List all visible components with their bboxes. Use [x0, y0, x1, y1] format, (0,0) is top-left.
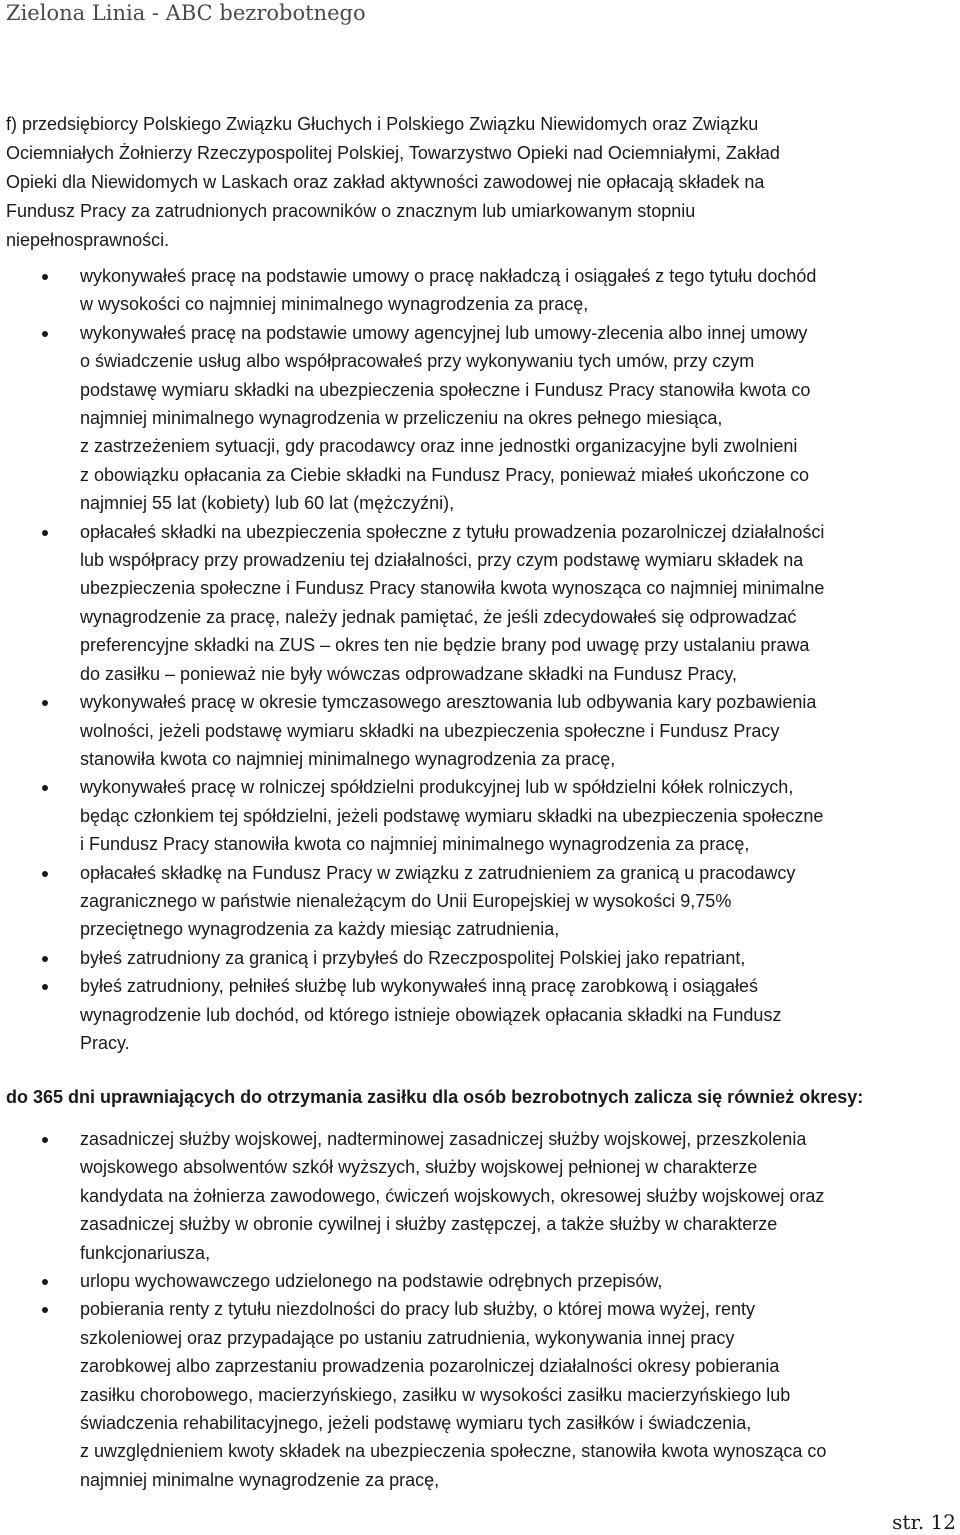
list-item-line: wojskowego absolwentów szkół wyższych, służby wojskowej pełnionej w charakterze: [80, 1157, 758, 1178]
intro-line: f) przedsiębiorcy Polskiego Związku Głuchych i Polskiego Związku Niewidomych oraz Związku: [6, 114, 759, 134]
list-item-line: przeciętnego wynagrodzenia za każdy miesiąc zatrudnienia,: [80, 919, 560, 940]
list-item-line: z zastrzeżeniem sytuacji, gdy pracodawcy oraz inne jednostki organizacyjne byli zwolnieni: [80, 436, 798, 457]
list-item-line: będąc członkiem tej spółdzielni, jeżeli podstawę wymiaru składki na ubezpieczenia społeczne: [80, 805, 824, 826]
list-item-line: zarobkowej albo zaprzestaniu prowadzenia pozarolniczej działalności okresy pobierania: [80, 1356, 780, 1377]
bullet-icon: [42, 1279, 48, 1285]
page-number: str. 12: [892, 1510, 956, 1534]
list-item: [0, 1125, 960, 1267]
list-item-line: stanowiła kwota co najmniej minimalnego wynagrodzenia za pracę,: [80, 748, 616, 769]
intro-line: niepełnosprawności.: [6, 230, 170, 250]
list-item-line: świadczenia rehabilitacyjnego, jeżeli podstawę wymiaru tych zasiłków i świadczenia,: [80, 1413, 752, 1434]
bullet-icon: [42, 700, 48, 706]
intro-paragraph: [6, 110, 946, 255]
list-item-line: wynagrodzenie lub dochód, od którego istnieje obowiązek opłacania składki na Fundusz: [80, 1004, 782, 1025]
list-item-line: opłacałeś składki na ubezpieczenia społeczne z tytułu prowadzenia pozarolniczej działalności: [80, 521, 825, 542]
bullet-icon: [42, 1137, 48, 1143]
list-item-line: najmniej minimalnego wynagrodzenia w przeliczeniu na okres pełnego miesiąca,: [80, 408, 723, 429]
list-item-line: byłeś zatrudniony, pełniłeś służbę lub wykonywałeś inną pracę zarobkową i osiągałeś: [80, 976, 759, 997]
bullet-icon: [42, 984, 48, 990]
bullet-icon: [42, 274, 48, 280]
employment-conditions-list: [0, 262, 960, 1057]
list-item: [0, 262, 960, 319]
list-item-line: wolności, jeżeli podstawę wymiaru składki na ubezpieczenia społeczne i Fundusz Pracy: [80, 720, 780, 741]
list-item: [0, 518, 960, 688]
list-item-line: szkoleniowej oraz przypadające po ustaniu zatrudnienia, wykonywania innej pracy: [80, 1327, 735, 1348]
additional-periods-list: [0, 1125, 960, 1494]
list-item-line: urlopu wychowawczego udzielonego na podstawie odrębnych przepisów,: [80, 1271, 663, 1292]
list-item-line: funkcjonariusza,: [80, 1242, 211, 1263]
intro-line: Ociemniałych Żołnierzy Rzeczypospolitej Polskiej, Towarzystwo Opieki nad Ociemniałymi, Zakład: [6, 143, 780, 163]
intro-line: Fundusz Pracy za zatrudnionych pracowników o znacznym lub umiarkowanym stopniu: [6, 201, 696, 221]
list-item-line: wykonywałeś pracę na podstawie umowy o pracę nakładczą i osiągałeś z tego tytułu dochód: [80, 266, 817, 286]
list-item-line: do zasiłku – ponieważ nie były wówczas odprowadzane składki na Fundusz Pracy,: [80, 663, 738, 684]
list-item-line: z obowiązku opłacania za Ciebie składki na Fundusz Pracy, ponieważ miałeś ukończone co: [80, 464, 810, 485]
list-item: [0, 859, 960, 944]
list-item-line: z uwzględnieniem kwoty składek na ubezpieczenia społeczne, stanowiła kwota wynosząca co: [80, 1441, 827, 1462]
bullet-icon: [42, 785, 48, 791]
list-item: [0, 688, 960, 773]
list-item-line: Pracy.: [80, 1032, 130, 1053]
list-item: [0, 944, 960, 972]
list-item-line: preferencyjne składki na ZUS – okres ten nie będzie brany pod uwagę przy ustalaniu prawa: [80, 635, 810, 656]
list-item-line: wynagrodzenie za pracę, należy jednak pamiętać, że jeśli zdecydowałeś się odprowadzać: [80, 606, 797, 627]
list-item-line: najmniej 55 lat (kobiety) lub 60 lat (mężczyźni),: [80, 493, 455, 514]
bullet-icon: [42, 956, 48, 962]
list-item-line: wykonywałeś pracę w okresie tymczasowego aresztowania lub odbywania kary pozbawienia: [80, 692, 817, 713]
list-item-line: ubezpieczenia społeczne i Fundusz Pracy stanowiła kwota wynosząca co najmniej minimalne: [80, 578, 825, 599]
bullet-icon: [42, 871, 48, 877]
list-item-line: zasadniczej służby wojskowej, nadterminowej zasadniczej służby wojskowej, przeszkolenia: [80, 1129, 807, 1149]
page-header-title: Zielona Linia - ABC bezrobotnego: [6, 1, 366, 25]
list-item: [0, 1295, 960, 1494]
list-item: [0, 319, 960, 518]
bullet-icon: [42, 530, 48, 536]
list-item-line: w wysokości co najmniej minimalnego wynagrodzenia za pracę,: [80, 294, 589, 315]
list-item-line: i Fundusz Pracy stanowiła kwota co najmniej minimalnego wynagrodzenia za pracę,: [80, 834, 750, 855]
list-item: [0, 972, 960, 1057]
list-item: [0, 1267, 960, 1295]
list-item-line: pobierania renty z tytułu niezdolności do pracy lub służby, o której mowa wyżej, renty: [80, 1299, 755, 1320]
list-item-line: kandydata na żołnierza zawodowego, ćwiczeń wojskowych, okresowej służby wojskowej oraz: [80, 1185, 825, 1206]
list-item-line: wykonywałeś pracę w rolniczej spółdzielni produkcyjnej lub w spółdzielni kółek rolniczych,: [80, 777, 794, 798]
list-item: [0, 773, 960, 858]
section-heading: do 365 dni uprawniających do otrzymania zasiłku dla osób bezrobotnych zalicza się również okresy:: [6, 1087, 864, 1107]
list-item-line: opłacałeś składkę na Fundusz Pracy w związku z zatrudnieniem za granicą u pracodawcy: [80, 862, 796, 883]
list-item-line: podstawę wymiaru składki na ubezpieczenia społeczne i Fundusz Pracy stanowiła kwota co: [80, 379, 811, 400]
list-item-line: o świadczenie usług albo współpracowałeś przy wykonywaniu tych umów, przy czym: [80, 351, 755, 372]
bullet-icon: [42, 331, 48, 337]
intro-line: Opieki dla Niewidomych w Laskach oraz zakład aktywności zawodowej nie opłacają składek na: [6, 172, 765, 192]
bullet-icon: [42, 1307, 48, 1313]
list-item-line: byłeś zatrudniony za granicą i przybyłeś do Rzeczpospolitej Polskiej jako repatriant,: [80, 947, 746, 968]
list-item-line: zagranicznego w państwie nienależącym do Unii Europejskiej w wysokości 9,75%: [80, 890, 732, 911]
list-item-line: lub współpracy przy prowadzeniu tej działalności, przy czym podstawę wymiaru składek na: [80, 550, 804, 571]
list-item-line: wykonywałeś pracę na podstawie umowy agencyjnej lub umowy-zlecenia albo innej umowy: [80, 322, 808, 343]
list-item-line: najmniej minimalne wynagrodzenie za pracę,: [80, 1469, 440, 1490]
list-item-line: zasiłku chorobowego, macierzyńskiego, zasiłku w wysokości zasiłku macierzyńskiego lub: [80, 1384, 791, 1405]
list-item-line: zasadniczej służby w obronie cywilnej i służby zastępczej, a także służby w charakterze: [80, 1214, 778, 1235]
